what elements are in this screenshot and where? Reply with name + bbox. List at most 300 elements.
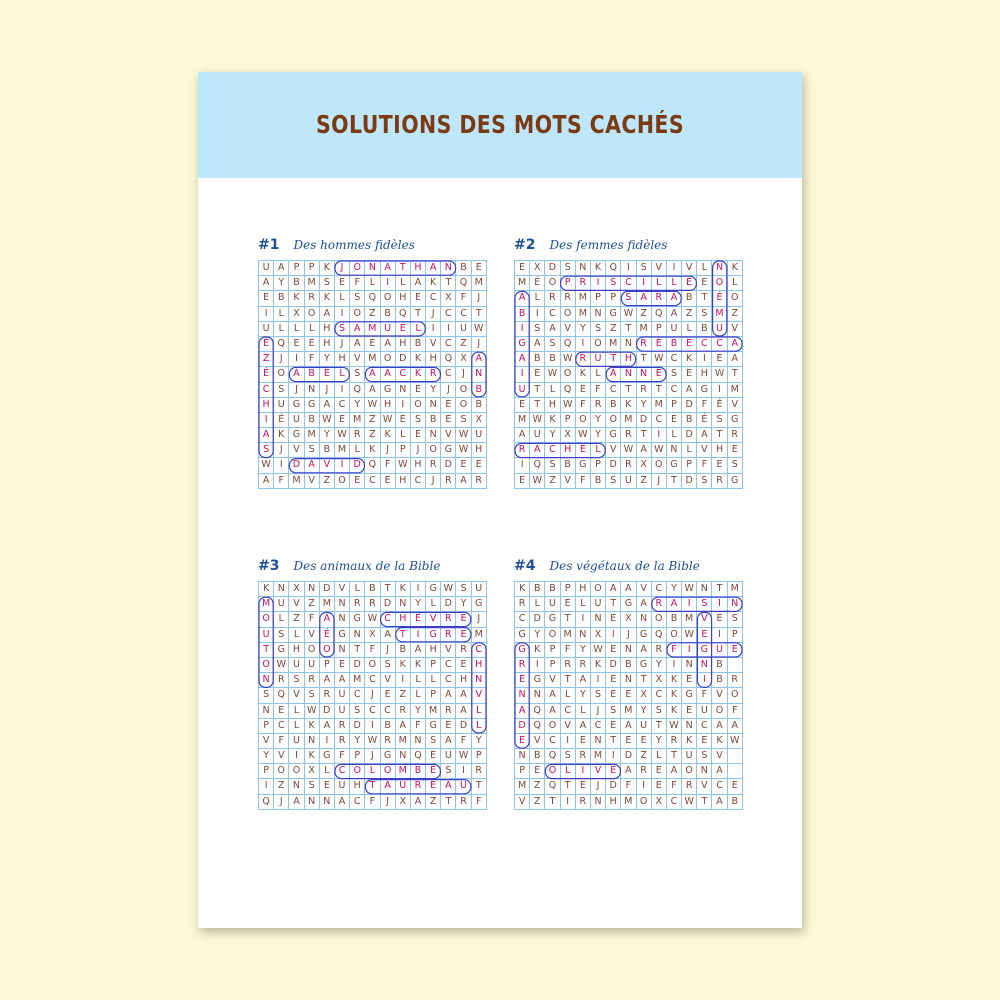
grid-cell: E xyxy=(335,413,350,428)
grid-cell: B xyxy=(365,582,380,597)
grid-cell: K xyxy=(305,719,320,734)
grid-cell: E xyxy=(576,443,591,458)
grid-cell: E xyxy=(576,779,591,794)
grid-cell: H xyxy=(396,337,411,352)
grid-cell: A xyxy=(682,383,697,398)
grid-cell: M xyxy=(621,704,636,719)
grid-cell: M xyxy=(472,276,487,291)
grid-cell: B xyxy=(289,276,304,291)
grid-cell: W xyxy=(396,458,411,473)
grid-cell: W xyxy=(561,352,576,367)
grid-cell: L xyxy=(426,673,441,688)
grid-cell: O xyxy=(350,307,365,322)
grid-cell: Y xyxy=(274,276,289,291)
grid-cell: E xyxy=(712,612,727,627)
grid-cell: E xyxy=(728,643,743,658)
grid-cell: O xyxy=(259,612,274,627)
grid-cell: T xyxy=(259,643,274,658)
grid-cell: E xyxy=(335,276,350,291)
grid-cell: R xyxy=(637,764,652,779)
grid-cell: Y xyxy=(667,582,682,597)
grid-cell: A xyxy=(637,643,652,658)
grid-cell: D xyxy=(320,704,335,719)
grid-cell: A xyxy=(637,597,652,612)
grid-cell: H xyxy=(621,352,636,367)
grid-cell: V xyxy=(441,428,456,443)
grid-cell: E xyxy=(426,779,441,794)
grid-cell: E xyxy=(637,734,652,749)
grid-cell: È xyxy=(411,612,426,627)
grid-cell: Y xyxy=(545,428,560,443)
grid-cell: R xyxy=(621,458,636,473)
grid-cell: U xyxy=(381,322,396,337)
grid-cell: K xyxy=(545,413,560,428)
grid-cell: É xyxy=(712,291,727,306)
header-banner xyxy=(198,72,802,178)
grid-cell: I xyxy=(682,643,697,658)
grid-cell: I xyxy=(606,628,621,643)
grid-cell: G xyxy=(697,643,712,658)
grid-cell: I xyxy=(697,352,712,367)
grid-cell: N xyxy=(576,261,591,276)
grid-cell: S xyxy=(381,658,396,673)
grid-cell: Q xyxy=(530,719,545,734)
grid-cell: G xyxy=(606,428,621,443)
grid-cell: B xyxy=(591,474,606,489)
grid-cell: E xyxy=(320,367,335,382)
grid-cell: W xyxy=(682,582,697,597)
grid-cell: J xyxy=(472,612,487,627)
grid-cell: G xyxy=(472,597,487,612)
grid-cell: M xyxy=(365,322,380,337)
grid-cell: D xyxy=(682,398,697,413)
grid-cell: E xyxy=(576,383,591,398)
grid-cell: I xyxy=(426,322,441,337)
grid-cell: N xyxy=(396,749,411,764)
grid-cell: R xyxy=(441,704,456,719)
grid-cell: V xyxy=(426,612,441,627)
grid-cell: H xyxy=(697,367,712,382)
grid-cell: S xyxy=(697,597,712,612)
grid-cell: K xyxy=(515,582,530,597)
grid-cell: C xyxy=(712,779,727,794)
grid-cell: B xyxy=(728,795,743,810)
grid-cell: O xyxy=(545,764,560,779)
grid-cell: W xyxy=(728,734,743,749)
grid-cell: K xyxy=(682,734,697,749)
grid-cell: K xyxy=(365,443,380,458)
grid-cell: É xyxy=(320,628,335,643)
grid-cell: G xyxy=(515,643,530,658)
grid-cell: H xyxy=(396,474,411,489)
grid-cell: Z xyxy=(545,474,560,489)
grid-cell: W xyxy=(472,322,487,337)
grid-cell: N xyxy=(621,643,636,658)
grid-cell: C xyxy=(472,643,487,658)
grid-cell: R xyxy=(305,291,320,306)
grid-cell: M xyxy=(320,597,335,612)
grid-cell: U xyxy=(712,322,727,337)
grid-cell: H xyxy=(456,673,471,688)
grid-cell: S xyxy=(697,749,712,764)
grid-cell: M xyxy=(606,337,621,352)
grid-cell: L xyxy=(396,276,411,291)
grid-cell: R xyxy=(621,428,636,443)
grid-cell: T xyxy=(606,352,621,367)
grid-cell: Y xyxy=(350,398,365,413)
grid-cell: Y xyxy=(652,658,667,673)
grid-cell: T xyxy=(621,383,636,398)
grid-cell: B xyxy=(545,352,560,367)
grid-cell: Z xyxy=(728,307,743,322)
grid-cell: L xyxy=(652,276,667,291)
grid-cell: E xyxy=(456,658,471,673)
grid-cell: F xyxy=(411,719,426,734)
grid-cell: H xyxy=(606,795,621,810)
grid-cell: E xyxy=(381,688,396,703)
grid-cell: A xyxy=(728,337,743,352)
grid-cell: B xyxy=(274,291,289,306)
grid-cell: M xyxy=(637,322,652,337)
grid-cell: O xyxy=(350,261,365,276)
grid-cell: N xyxy=(621,337,636,352)
grid-cell: Q xyxy=(561,383,576,398)
grid-cell: Q xyxy=(530,704,545,719)
grid-cell: X xyxy=(289,307,304,322)
grid-cell: D xyxy=(606,658,621,673)
grid-cell: N xyxy=(712,261,727,276)
grid-cell: U xyxy=(697,704,712,719)
grid-cell: X xyxy=(652,795,667,810)
grid-cell: V xyxy=(606,443,621,458)
grid-cell: S xyxy=(530,322,545,337)
grid-cell: C xyxy=(667,352,682,367)
grid-cell: N xyxy=(396,383,411,398)
grid-cell: G xyxy=(697,383,712,398)
grid-cell: K xyxy=(682,352,697,367)
grid-cell: E xyxy=(441,398,456,413)
grid-cell: M xyxy=(350,413,365,428)
grid-cell: E xyxy=(606,688,621,703)
grid-cell: B xyxy=(381,307,396,322)
grid-cell: N xyxy=(305,582,320,597)
grid-cell: Q xyxy=(441,352,456,367)
grid-cell: T xyxy=(350,643,365,658)
grid-cell: O xyxy=(561,307,576,322)
grid-cell: J xyxy=(320,383,335,398)
grid-cell: H xyxy=(381,398,396,413)
grid-cell: U xyxy=(259,322,274,337)
grid-cell: R xyxy=(441,474,456,489)
grid-cell: A xyxy=(289,367,304,382)
grid-cell: A xyxy=(411,276,426,291)
grid-cell: K xyxy=(411,658,426,673)
grid-cell: X xyxy=(637,458,652,473)
grid-cell: A xyxy=(320,719,335,734)
grid-cell: S xyxy=(350,291,365,306)
grid-cell: S xyxy=(545,337,560,352)
grid-cell: A xyxy=(667,307,682,322)
grid-cell: X xyxy=(456,352,471,367)
grid-cell: B xyxy=(411,337,426,352)
puzzle-label xyxy=(514,234,667,253)
grid-cell: E xyxy=(530,764,545,779)
grid-cell: B xyxy=(545,582,560,597)
grid-cell: L xyxy=(350,582,365,597)
grid-cell: R xyxy=(652,291,667,306)
grid-cell: T xyxy=(621,322,636,337)
grid-cell: I xyxy=(274,458,289,473)
grid-cell: T xyxy=(728,367,743,382)
grid-cell: V xyxy=(305,474,320,489)
grid-cell: H xyxy=(259,398,274,413)
grid-cell: O xyxy=(335,474,350,489)
grid-cell: P xyxy=(426,658,441,673)
grid-cell: E xyxy=(456,628,471,643)
grid-cell: N xyxy=(274,582,289,597)
grid-cell: É xyxy=(530,276,545,291)
grid-cell: D xyxy=(682,428,697,443)
grid-cell: X xyxy=(637,688,652,703)
grid-cell: I xyxy=(381,276,396,291)
grid-cell: W xyxy=(667,719,682,734)
grid-cell: M xyxy=(515,413,530,428)
grid-cell: Z xyxy=(682,307,697,322)
grid-cell: W xyxy=(259,458,274,473)
grid-cell: B xyxy=(712,658,727,673)
grid-cell: H xyxy=(320,322,335,337)
grid-cell: G xyxy=(335,628,350,643)
grid-cell: W xyxy=(456,749,471,764)
grid-cell: G xyxy=(289,428,304,443)
grid-cell: D xyxy=(682,474,697,489)
grid-cell: B xyxy=(411,764,426,779)
grid-cell: E xyxy=(682,673,697,688)
grid-cell: O xyxy=(591,337,606,352)
grid-cell: B xyxy=(396,643,411,658)
grid-cell: U xyxy=(545,597,560,612)
grid-cell: A xyxy=(472,352,487,367)
grid-cell: A xyxy=(381,779,396,794)
grid-cell: O xyxy=(545,276,560,291)
grid-cell: C xyxy=(365,673,380,688)
grid-cell: E xyxy=(606,643,621,658)
grid-cell: E xyxy=(530,367,545,382)
grid-cell: T xyxy=(561,779,576,794)
grid-cell: J xyxy=(441,383,456,398)
grid-cell: B xyxy=(621,658,636,673)
grid-cell: E xyxy=(712,352,727,367)
grid-cell: M xyxy=(365,352,380,367)
grid-cell: O xyxy=(381,764,396,779)
grid-cell: L xyxy=(411,673,426,688)
grid-cell: Y xyxy=(530,628,545,643)
grid-cell: R xyxy=(515,443,530,458)
grid-cell: E xyxy=(320,779,335,794)
grid-cell: Q xyxy=(652,307,667,322)
grid-cell: J xyxy=(365,688,380,703)
grid-cell: T xyxy=(637,428,652,443)
grid-cell: U xyxy=(456,322,471,337)
grid-cell: D xyxy=(381,597,396,612)
grid-cell: K xyxy=(396,658,411,673)
grid-cell: Y xyxy=(411,597,426,612)
grid-cell: É xyxy=(652,337,667,352)
grid-cell: I xyxy=(576,764,591,779)
grid-cell: V xyxy=(712,749,727,764)
grid-cell: E xyxy=(606,673,621,688)
grid-cell: F xyxy=(381,458,396,473)
grid-cell: O xyxy=(712,276,727,291)
grid-cell: K xyxy=(274,428,289,443)
grid-cell: J xyxy=(381,795,396,810)
grid-cell: E xyxy=(365,337,380,352)
grid-cell: L xyxy=(289,628,304,643)
grid-cell: V xyxy=(472,688,487,703)
grid-cell: R xyxy=(652,643,667,658)
grid-cell: B xyxy=(530,749,545,764)
grid-cell: E xyxy=(350,474,365,489)
grid-cell: V xyxy=(289,597,304,612)
grid-cell: E xyxy=(411,291,426,306)
grid-cell: A xyxy=(441,779,456,794)
grid-cell: F xyxy=(472,795,487,810)
grid-cell: A xyxy=(381,261,396,276)
grid-cell: L xyxy=(530,597,545,612)
grid-cell: G xyxy=(381,749,396,764)
grid-cell: I xyxy=(530,307,545,322)
grid-cell: G xyxy=(515,337,530,352)
grid-cell: S xyxy=(259,688,274,703)
grid-cell: R xyxy=(426,458,441,473)
grid-cell: X xyxy=(289,582,304,597)
grid-cell: U xyxy=(441,749,456,764)
grid-cell: B xyxy=(606,398,621,413)
grid-cell: P xyxy=(289,261,304,276)
grid-cell: S xyxy=(606,276,621,291)
grid-cell: K xyxy=(530,643,545,658)
grid-cell: V xyxy=(289,688,304,703)
grid-cell: V xyxy=(530,734,545,749)
grid-cell: C xyxy=(456,307,471,322)
letter-grid xyxy=(258,581,487,810)
grid-cell: K xyxy=(381,428,396,443)
grid-cell: A xyxy=(606,367,621,382)
grid-cell: A xyxy=(667,764,682,779)
grid-cell: V xyxy=(350,352,365,367)
grid-cell: G xyxy=(637,658,652,673)
grid-cell: G xyxy=(350,612,365,627)
grid-cell: V xyxy=(728,322,743,337)
grid-cell: D xyxy=(396,352,411,367)
grid-cell: E xyxy=(667,413,682,428)
grid-cell: T xyxy=(396,261,411,276)
grid-cell: G xyxy=(530,673,545,688)
grid-cell: L xyxy=(365,276,380,291)
grid-cell: W xyxy=(682,795,697,810)
grid-cell: K xyxy=(728,261,743,276)
grid-cell: N xyxy=(350,628,365,643)
grid-cell: O xyxy=(652,612,667,627)
grid-cell: V xyxy=(289,443,304,458)
grid-cell: M xyxy=(576,307,591,322)
grid-cell: K xyxy=(320,291,335,306)
grid-cell: W xyxy=(561,398,576,413)
grid-cell: W xyxy=(712,367,727,382)
grid-cell: W xyxy=(576,428,591,443)
grid-cell: E xyxy=(456,458,471,473)
grid-cell: R xyxy=(545,291,560,306)
grid-cell: O xyxy=(591,582,606,597)
grid-cell: T xyxy=(441,795,456,810)
grid-cell: I xyxy=(320,734,335,749)
grid-cell: E xyxy=(274,704,289,719)
grid-cell: V xyxy=(561,474,576,489)
grid-cell: A xyxy=(350,337,365,352)
grid-cell: K xyxy=(320,261,335,276)
grid-cell: L xyxy=(350,443,365,458)
grid-cell: E xyxy=(561,597,576,612)
grid-cell: C xyxy=(335,398,350,413)
grid-cell: A xyxy=(441,734,456,749)
grid-cell: N xyxy=(320,795,335,810)
grid-cell: I xyxy=(335,458,350,473)
grid-cell: A xyxy=(381,337,396,352)
grid-cell: E xyxy=(697,734,712,749)
grid-cell: W xyxy=(456,428,471,443)
grid-cell: G xyxy=(289,398,304,413)
grid-cell: A xyxy=(621,764,636,779)
grid-cell: V xyxy=(426,337,441,352)
grid-cell: J xyxy=(289,383,304,398)
grid-cell: Y xyxy=(576,643,591,658)
grid-cell: F xyxy=(274,474,289,489)
grid-cell: X xyxy=(591,628,606,643)
grid-cell: P xyxy=(515,764,530,779)
puzzle-sheet xyxy=(198,72,802,928)
grid-cell: S xyxy=(728,612,743,627)
puzzle-title: Des femmes fidèles xyxy=(549,238,668,252)
grid-cell: C xyxy=(652,582,667,597)
grid-cell: N xyxy=(335,597,350,612)
grid-cell: T xyxy=(637,673,652,688)
grid-cell: K xyxy=(712,734,727,749)
grid-cell: P xyxy=(305,261,320,276)
grid-cell: W xyxy=(365,734,380,749)
grid-cell: K xyxy=(411,367,426,382)
grid-cell: N xyxy=(472,673,487,688)
grid-cell: P xyxy=(472,749,487,764)
grid-cell: A xyxy=(411,795,426,810)
grid-cell: F xyxy=(728,704,743,719)
grid-cell: R xyxy=(515,597,530,612)
grid-cell: A xyxy=(411,643,426,658)
grid-cell: Z xyxy=(637,474,652,489)
grid-cell: R xyxy=(561,291,576,306)
grid-cell: V xyxy=(637,582,652,597)
grid-cell: O xyxy=(426,443,441,458)
grid-cell: P xyxy=(561,582,576,597)
grid-cell: J xyxy=(335,337,350,352)
grid-cell: U xyxy=(274,597,289,612)
grid-cell: K xyxy=(576,367,591,382)
grid-cell: A xyxy=(274,261,289,276)
grid-cell: U xyxy=(289,413,304,428)
grid-cell: I xyxy=(712,597,727,612)
grid-cell: O xyxy=(606,413,621,428)
grid-cell: A xyxy=(259,428,274,443)
grid-cell: R xyxy=(591,398,606,413)
